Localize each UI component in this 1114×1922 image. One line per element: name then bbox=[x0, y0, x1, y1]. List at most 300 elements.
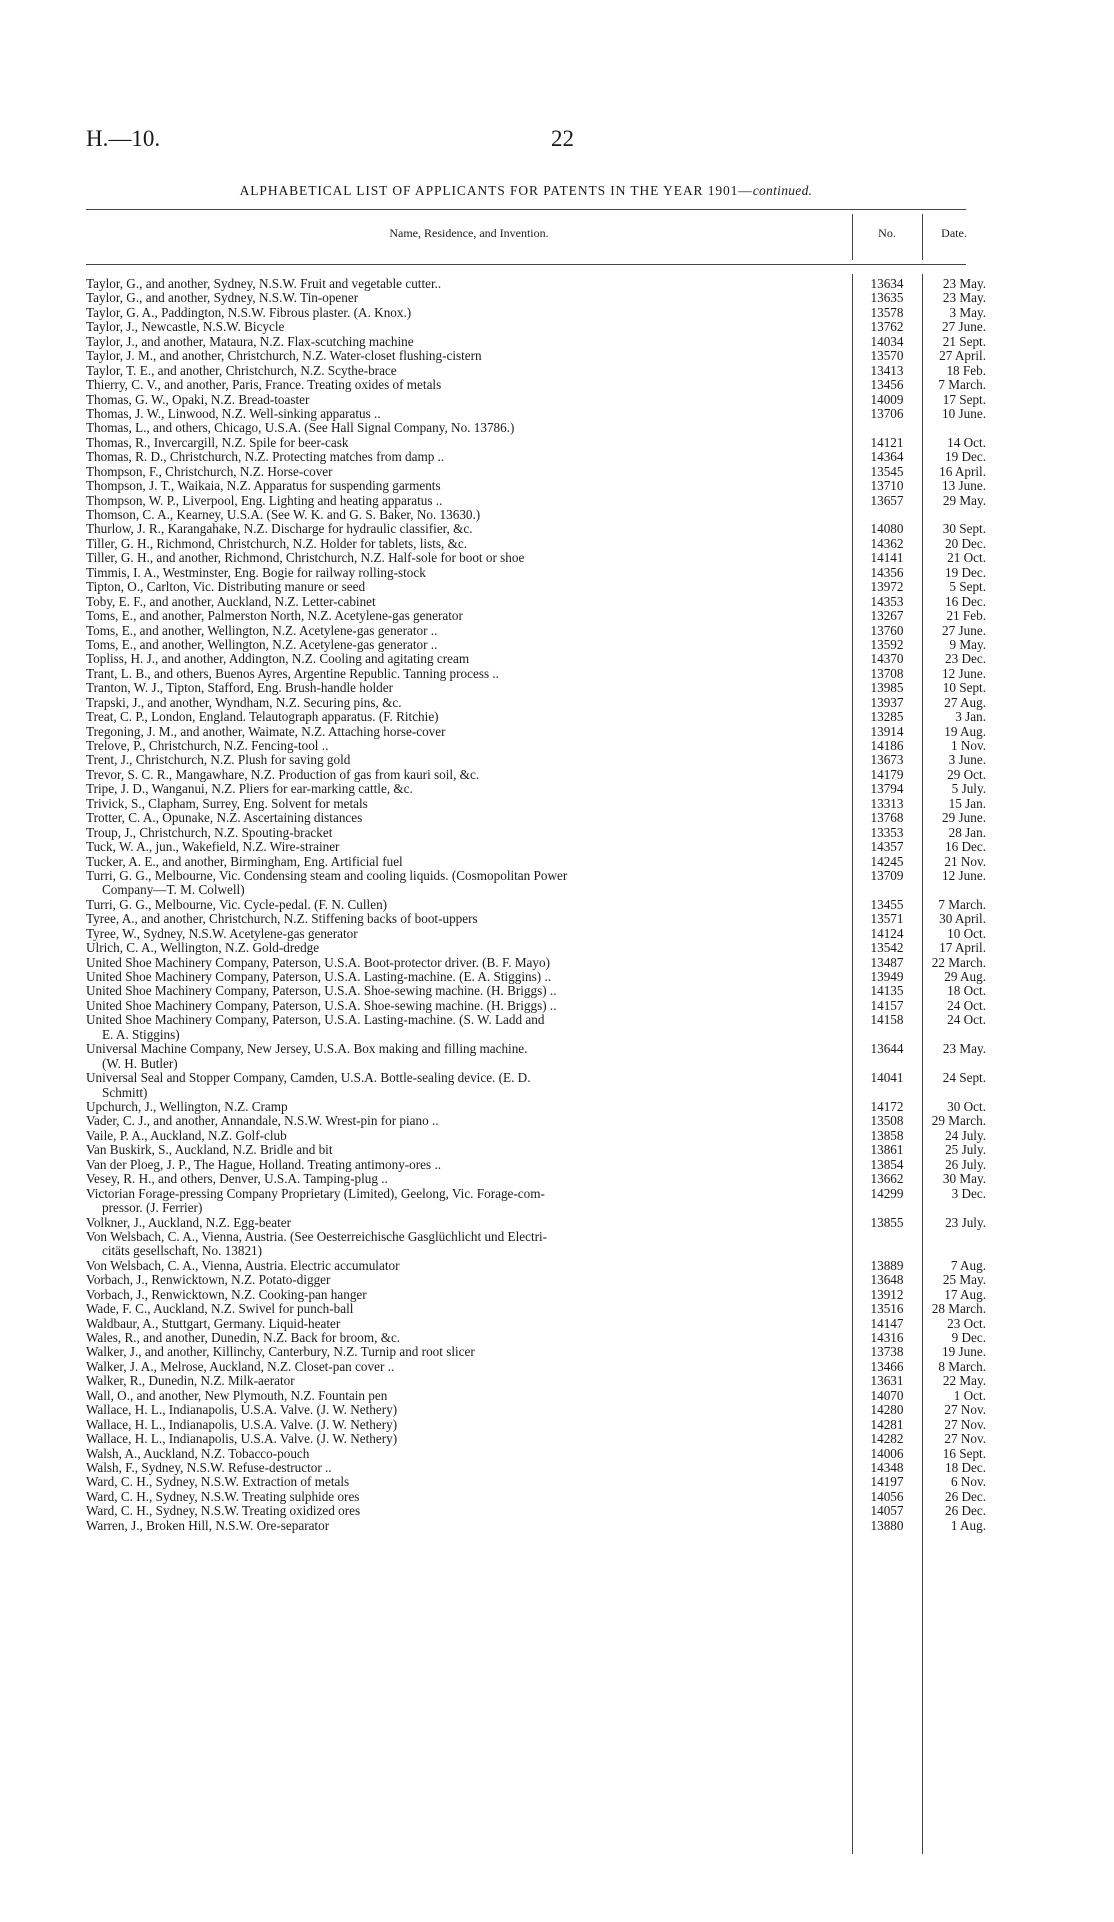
patent-number: 14034 bbox=[870, 333, 904, 349]
patent-number: 13313 bbox=[870, 795, 904, 811]
applicant-entry bbox=[86, 1158, 826, 1172]
applicant-text: Topliss, H. J., and another, Addington, N.Z. Cooling and agitating cream bbox=[86, 651, 470, 667]
application-date: 30 Sept. bbox=[942, 521, 986, 537]
application-date: 30 May. bbox=[942, 1171, 986, 1187]
applicant-text: Trent, J., Christchurch, N.Z. Plush for saving gold bbox=[86, 752, 351, 768]
applicant-text: Taylor, G., and another, Sydney, N.S.W. Fruit and vegetable cutter.. bbox=[86, 276, 442, 291]
applicant-entry bbox=[86, 277, 826, 291]
applicant-entry bbox=[86, 421, 826, 435]
list-title-main: ALPHABETICAL LIST OF APPLICANTS FOR PATENTS IN THE YEAR 1901— bbox=[239, 183, 753, 198]
patent-number: 14041 bbox=[870, 1070, 904, 1086]
applicant-text: Universal Seal and Stopper Company, Camden, U.S.A. Bottle-sealing device. (E. D. bbox=[86, 1070, 531, 1086]
application-date: 27 Nov. bbox=[944, 1402, 986, 1418]
patent-number: 14281 bbox=[870, 1416, 904, 1432]
application-date: 30 Oct. bbox=[947, 1099, 986, 1114]
table-row bbox=[86, 1214, 986, 1230]
application-date: 16 Dec. bbox=[944, 593, 986, 609]
applicant-text: Taylor, G. A., Paddington, N.S.W. Fibrous plaster. (A. Knox.) bbox=[86, 304, 412, 320]
applicant-text: Walsh, A., Auckland, N.Z. Tobacco-pouch bbox=[86, 1445, 310, 1461]
applicant-entry bbox=[86, 826, 826, 840]
applicant-entry bbox=[86, 652, 826, 666]
applicant-entry bbox=[86, 956, 826, 970]
applicant-text: Trapski, J., and another, Wyndham, N.Z. Securing pins, &c. bbox=[86, 694, 402, 710]
applicant-entry bbox=[86, 465, 826, 479]
table-row bbox=[86, 795, 986, 811]
applicant-entry bbox=[86, 450, 826, 464]
applicant-entry bbox=[86, 999, 826, 1013]
applicant-text: Upchurch, J., Wellington, N.Z. Cramp bbox=[86, 1099, 288, 1114]
applicant-entry bbox=[86, 1100, 826, 1114]
applicant-entry bbox=[86, 349, 826, 363]
application-date: 17 April. bbox=[939, 940, 986, 956]
application-date: 3 June. bbox=[948, 752, 986, 768]
table-row bbox=[86, 1113, 986, 1129]
table-row bbox=[86, 1041, 986, 1071]
patent-number: 13635 bbox=[870, 290, 904, 306]
applicant-text: United Shoe Machinery Company, Paterson, U.S.A. Shoe-sewing machine. (H. Briggs) .. bbox=[86, 997, 557, 1013]
table-row bbox=[86, 1286, 986, 1302]
applicant-entry bbox=[86, 912, 826, 926]
patent-number: 14080 bbox=[870, 521, 904, 537]
application-date: 9 May. bbox=[949, 636, 986, 652]
applicant-entry bbox=[86, 840, 826, 854]
application-date: 20 Dec. bbox=[944, 535, 986, 551]
table-row bbox=[86, 1142, 986, 1158]
patent-number: 14141 bbox=[870, 550, 904, 566]
table-row bbox=[86, 636, 986, 652]
patent-number: 14009 bbox=[870, 391, 904, 407]
applicant-text: Trotter, C. A., Opunake, N.Z. Ascertaining distances bbox=[86, 810, 363, 826]
application-date: 28 March. bbox=[931, 1301, 986, 1317]
applicant-text: Wallace, H. L., Indianapolis, U.S.A. Valve. (J. W. Nethery) bbox=[86, 1431, 398, 1447]
table-row bbox=[86, 405, 986, 421]
application-date: 25 May. bbox=[942, 1272, 986, 1288]
applicant-text: Thierry, C. V., and another, Paris, France. Treating oxides of metals bbox=[86, 377, 442, 393]
table-row bbox=[86, 1171, 986, 1187]
applicant-entry bbox=[86, 768, 826, 782]
applicant-text: Wallace, H. L., Indianapolis, U.S.A. Valve. (J. W. Nethery) bbox=[86, 1416, 398, 1432]
application-date: 7 March. bbox=[938, 377, 986, 393]
patent-number: 13578 bbox=[870, 304, 904, 320]
application-date: 12 June. bbox=[942, 665, 986, 681]
applicant-text-continued: Schmitt) bbox=[102, 1084, 148, 1100]
applicant-entry bbox=[86, 1187, 826, 1216]
patent-number: 13267 bbox=[870, 608, 904, 624]
applicant-list bbox=[86, 276, 986, 1533]
applicant-text: United Shoe Machinery Company, Paterson, U.S.A. Shoe-sewing machine. (H. Briggs) .. bbox=[86, 983, 557, 999]
application-date: 14 Oct. bbox=[947, 434, 986, 450]
applicant-text: Tiller, G. H., Richmond, Christchurch, N.Z. Holder for tablets, lists, &c. bbox=[86, 535, 468, 551]
applicant-entry bbox=[86, 364, 826, 378]
application-date: 23 Oct. bbox=[947, 1315, 986, 1331]
applicant-text: Taylor, J., and another, Mataura, N.Z. Flax-scutching machine bbox=[86, 333, 414, 349]
application-date: 16 April. bbox=[939, 463, 986, 479]
patent-number: 13972 bbox=[870, 579, 904, 595]
table-row bbox=[86, 1517, 986, 1533]
applicant-text: Ward, C. H., Sydney, N.S.W. Treating oxidized ores bbox=[86, 1503, 361, 1519]
table-row bbox=[86, 665, 986, 681]
application-date: 21 Nov. bbox=[944, 853, 986, 869]
applicant-entry bbox=[86, 1403, 826, 1417]
applicant-text: Turri, G. G., Melbourne, Vic. Condensing steam and cooling liquids. (Cosmopolitan Power bbox=[86, 867, 568, 883]
table-row bbox=[86, 997, 986, 1013]
table-row bbox=[86, 377, 986, 393]
applicant-entry bbox=[86, 1345, 826, 1359]
patent-number: 14157 bbox=[870, 997, 904, 1013]
patent-number: 14282 bbox=[870, 1431, 904, 1447]
applicant-text: Taylor, J. M., and another, Christchurch, N.Z. Water-closet flushing-cistern bbox=[86, 348, 482, 364]
table-row bbox=[86, 421, 966, 435]
applicant-entry bbox=[86, 710, 826, 724]
table-row bbox=[86, 940, 986, 956]
application-date: 23 Dec. bbox=[944, 651, 986, 667]
table-row bbox=[86, 564, 986, 580]
patent-number: 13516 bbox=[870, 1301, 904, 1317]
patent-number: 14147 bbox=[870, 1315, 904, 1331]
application-date: 19 June. bbox=[942, 1344, 986, 1360]
table-row bbox=[86, 535, 986, 551]
applicant-text: Tyree, A., and another, Christchurch, N.Z. Stiffening backs of boot-uppers bbox=[86, 911, 478, 927]
table-row bbox=[86, 969, 986, 985]
patent-number: 13762 bbox=[870, 319, 904, 335]
table-row bbox=[86, 723, 986, 739]
applicant-entry bbox=[86, 667, 826, 681]
table-row bbox=[86, 651, 986, 667]
patent-number: 13353 bbox=[870, 824, 904, 840]
column-header-date: Date. bbox=[941, 226, 967, 240]
patent-number: 13570 bbox=[870, 348, 904, 364]
patent-number: 13542 bbox=[870, 940, 904, 956]
patent-number: 13710 bbox=[870, 478, 904, 494]
applicant-entry bbox=[86, 638, 826, 652]
patent-number: 14197 bbox=[870, 1474, 904, 1490]
applicant-entry bbox=[86, 1447, 826, 1461]
applicant-entry bbox=[86, 984, 826, 998]
table-row bbox=[86, 954, 986, 970]
applicant-text: Timmis, I. A., Westminster, Eng. Bogie for railway rolling-stock bbox=[86, 564, 426, 580]
application-date: 24 Oct. bbox=[947, 997, 986, 1013]
application-date: 24 July. bbox=[945, 1127, 986, 1143]
patent-number: 14356 bbox=[870, 564, 904, 580]
applicant-text: Ward, C. H., Sydney, N.S.W. Extraction of metals bbox=[86, 1474, 350, 1490]
applicant-entry bbox=[86, 1389, 826, 1403]
patent-number: 14070 bbox=[870, 1387, 904, 1403]
application-date: 9 Dec. bbox=[951, 1330, 986, 1346]
applicant-text: Thomas, L., and others, Chicago, U.S.A. (See Hall Signal Company, No. 13786.) bbox=[86, 420, 515, 436]
table-row bbox=[86, 1070, 986, 1100]
table-row bbox=[86, 333, 986, 349]
table-row bbox=[86, 1185, 986, 1216]
applicant-entry bbox=[86, 1317, 826, 1331]
applicant-text: Tiller, G. H., and another, Richmond, Christchurch, N.Z. Half-sole for boot or shoe bbox=[86, 550, 525, 566]
applicant-entry bbox=[86, 1374, 826, 1388]
applicant-entry bbox=[86, 1216, 826, 1230]
patent-number: 13644 bbox=[870, 1041, 904, 1057]
application-date: 25 July. bbox=[945, 1142, 986, 1158]
application-date: 23 May. bbox=[942, 276, 986, 291]
patent-number: 13949 bbox=[870, 969, 904, 985]
applicant-entry bbox=[86, 941, 826, 955]
applicant-text: Tripe, J. D., Wanganui, N.Z. Pliers for ear-marking cattle, &c. bbox=[86, 781, 413, 797]
patent-number: 14006 bbox=[870, 1445, 904, 1461]
patent-number: 13508 bbox=[870, 1113, 904, 1129]
patent-number: 13456 bbox=[870, 377, 904, 393]
patent-number: 13768 bbox=[870, 810, 904, 826]
table-row bbox=[86, 680, 986, 696]
patent-number: 14280 bbox=[870, 1402, 904, 1418]
application-date: 3 May. bbox=[949, 304, 986, 320]
applicant-text: Thompson, J. T., Waikaia, N.Z. Apparatus for suspending garments bbox=[86, 478, 441, 494]
table-row bbox=[86, 896, 986, 912]
applicant-entry bbox=[86, 537, 826, 551]
applicant-text: Tranton, W. J., Tipton, Stafford, Eng. Brush-handle holder bbox=[86, 680, 393, 696]
applicant-entry bbox=[86, 1418, 826, 1432]
applicant-text: Thomas, J. W., Linwood, N.Z. Well-sinking apparatus .. bbox=[86, 405, 381, 421]
table-row bbox=[86, 1474, 986, 1490]
patent-number: 13889 bbox=[870, 1257, 904, 1273]
application-date: 19 Dec. bbox=[944, 564, 986, 580]
applicant-entry bbox=[86, 1461, 826, 1475]
application-date: 23 May. bbox=[942, 290, 986, 306]
application-date: 16 Dec. bbox=[944, 839, 986, 855]
table-row bbox=[86, 1127, 986, 1143]
table-row bbox=[86, 521, 986, 537]
applicant-text: Vorbach, J., Renwicktown, N.Z. Cooking-pan hanger bbox=[86, 1286, 367, 1302]
table-row bbox=[86, 1257, 986, 1273]
table-row bbox=[86, 1315, 986, 1331]
application-date: 27 Nov. bbox=[944, 1431, 986, 1447]
application-date: 1 Oct. bbox=[953, 1387, 986, 1403]
application-date: 19 Dec. bbox=[944, 449, 986, 465]
table-row bbox=[86, 839, 986, 855]
application-date: 10 Oct. bbox=[947, 925, 986, 941]
applicant-text-continued: citäts gesellschaft, No. 13821) bbox=[102, 1243, 263, 1259]
table-row bbox=[86, 276, 986, 291]
table-row bbox=[86, 478, 986, 494]
patent-number: 14364 bbox=[870, 449, 904, 465]
table-row bbox=[86, 983, 986, 999]
applicant-text: Thompson, F., Christchurch, N.Z. Horse-cover bbox=[86, 463, 333, 479]
application-date: 21 Sept. bbox=[942, 333, 986, 349]
table-row bbox=[86, 508, 966, 522]
table-row bbox=[86, 304, 986, 320]
patent-number: 14299 bbox=[870, 1185, 904, 1201]
patent-number: 14179 bbox=[870, 766, 904, 782]
applicant-text: Turri, G. G., Melbourne, Vic. Cycle-pedal. (F. N. Cullen) bbox=[86, 896, 388, 912]
applicant-text: Trevor, S. C. R., Mangawhare, N.Z. Production of gas from kauri soil, &c. bbox=[86, 766, 480, 782]
applicant-entry bbox=[86, 782, 826, 796]
applicant-entry bbox=[86, 1288, 826, 1302]
application-date: 19 Aug. bbox=[944, 723, 986, 739]
table-row bbox=[86, 1272, 986, 1288]
patent-number: 13673 bbox=[870, 752, 904, 768]
application-date: 5 July. bbox=[951, 781, 986, 797]
table-row bbox=[86, 1373, 986, 1389]
applicant-entry bbox=[86, 378, 826, 392]
application-date: 27 June. bbox=[942, 622, 986, 638]
patent-number: 14362 bbox=[870, 535, 904, 551]
patent-number: 13760 bbox=[870, 622, 904, 638]
patent-number: 13662 bbox=[870, 1171, 904, 1187]
table-row bbox=[86, 766, 986, 782]
patent-number: 13914 bbox=[870, 723, 904, 739]
table-row bbox=[86, 781, 986, 797]
applicant-text: Ward, C. H., Sydney, N.S.W. Treating sulphide ores bbox=[86, 1488, 360, 1504]
application-date: 23 May. bbox=[942, 1041, 986, 1057]
application-date: 29 Oct. bbox=[947, 766, 986, 782]
table-row bbox=[86, 593, 986, 609]
applicant-entry bbox=[86, 566, 826, 580]
applicant-text: Trelove, P., Christchurch, N.Z. Fencing-tool .. bbox=[86, 738, 329, 753]
application-date: 24 Sept. bbox=[942, 1070, 986, 1086]
applicant-entry bbox=[86, 1071, 826, 1100]
patent-number: 13631 bbox=[870, 1373, 904, 1389]
table-row bbox=[86, 709, 986, 725]
applicant-text-continued: pressor. (J. Ferrier) bbox=[102, 1200, 203, 1216]
patent-number: 13855 bbox=[870, 1214, 904, 1230]
patent-number: 14316 bbox=[870, 1330, 904, 1346]
table-row bbox=[86, 867, 986, 898]
application-date: 12 June. bbox=[942, 867, 986, 883]
applicant-text: United Shoe Machinery Company, Paterson, U.S.A. Lasting-machine. (E. A. Stiggins) .. bbox=[86, 969, 552, 985]
applicant-text: Vorbach, J., Renwicktown, N.Z. Potato-digger bbox=[86, 1272, 331, 1288]
patent-number: 13657 bbox=[870, 492, 904, 508]
application-date: 7 Aug. bbox=[950, 1257, 986, 1273]
applicant-entry bbox=[86, 1519, 826, 1533]
applicant-entry bbox=[86, 1302, 826, 1316]
table-row bbox=[86, 608, 986, 624]
patent-number: 14370 bbox=[870, 651, 904, 667]
applicant-text: Vaile, P. A., Auckland, N.Z. Golf-club bbox=[86, 1127, 287, 1143]
table-row bbox=[86, 1503, 986, 1519]
applicant-text: Trant, L. B., and others, Buenos Ayres, Argentine Republic. Tanning process .. bbox=[86, 665, 499, 681]
applicant-text: United Shoe Machinery Company, Paterson, U.S.A. Boot-protector driver. (B. F. Mayo) bbox=[86, 954, 550, 970]
patent-number: 14056 bbox=[870, 1488, 904, 1504]
applicant-entry bbox=[86, 1273, 826, 1287]
applicant-text: Thurlow, J. R., Karangahake, N.Z. Discharge for hydraulic classifier, &c. bbox=[86, 521, 473, 537]
table-row bbox=[86, 1402, 986, 1418]
applicant-text: Volkner, J., Auckland, N.Z. Egg-beater bbox=[86, 1214, 292, 1230]
table-row bbox=[86, 492, 986, 508]
applicant-entry bbox=[86, 797, 826, 811]
applicant-entry bbox=[86, 1114, 826, 1128]
applicant-text: Waldbaur, A., Stuttgart, Germany. Liquid-heater bbox=[86, 1315, 341, 1331]
table-row bbox=[86, 391, 986, 407]
patent-number: 14158 bbox=[870, 1012, 904, 1028]
applicant-text-continued: (W. H. Butler) bbox=[102, 1055, 178, 1071]
applicant-entry bbox=[86, 320, 826, 334]
applicant-text: Thomas, R. D., Christchurch, N.Z. Protecting matches from damp .. bbox=[86, 449, 445, 465]
table-row bbox=[86, 810, 986, 826]
patent-number: 13709 bbox=[870, 867, 904, 883]
patent-number: 13571 bbox=[870, 911, 904, 927]
applicant-text-continued: E. A. Stiggins) bbox=[102, 1026, 180, 1042]
table-row bbox=[86, 622, 986, 638]
application-date: 29 Aug. bbox=[944, 969, 986, 985]
patent-number: 13487 bbox=[870, 954, 904, 970]
patent-number: 13466 bbox=[870, 1358, 904, 1374]
application-date: 27 April. bbox=[939, 348, 986, 364]
document-code: H.—10. bbox=[86, 126, 161, 151]
applicant-entry bbox=[86, 970, 826, 984]
applicant-entry bbox=[86, 753, 826, 767]
applicant-entry bbox=[86, 393, 826, 407]
patent-number: 14172 bbox=[870, 1099, 904, 1114]
applicant-text: Vesey, R. H., and others, Denver, U.S.A. Tamping-plug .. bbox=[86, 1171, 388, 1187]
applicant-text: Toms, E., and another, Wellington, N.Z. Acetylene-gas generator .. bbox=[86, 636, 438, 652]
applicant-entry bbox=[86, 1230, 826, 1259]
table-row bbox=[86, 1012, 986, 1042]
applicant-entry bbox=[86, 580, 826, 594]
table-row bbox=[86, 1230, 966, 1259]
table-row bbox=[86, 1301, 986, 1317]
applicant-text: Toby, E. F., and another, Auckland, N.Z. Letter-cabinet bbox=[86, 593, 376, 609]
applicant-text: Von Welsbach, C. A., Vienna, Austria. Electric accumulator bbox=[86, 1257, 400, 1273]
patent-number: 14245 bbox=[870, 853, 904, 869]
applicant-text: Universal Machine Company, New Jersey, U.S.A. Box making and filling machine. bbox=[86, 1041, 528, 1057]
application-date: 1 Nov. bbox=[950, 738, 986, 753]
application-date: 5 Sept. bbox=[949, 579, 986, 595]
patent-number: 14357 bbox=[870, 839, 904, 855]
applicant-text: Toms, E., and another, Wellington, N.Z. Acetylene-gas generator .. bbox=[86, 622, 438, 638]
application-date: 16 Sept. bbox=[942, 1445, 986, 1461]
patent-number: 13634 bbox=[870, 276, 904, 291]
applicant-text: Wall, O., and another, New Plymouth, N.Z. Fountain pen bbox=[86, 1387, 388, 1403]
application-date: 18 Dec. bbox=[944, 1459, 986, 1475]
applicant-text: Trivick, S., Clapham, Surrey, Eng. Solvent for metals bbox=[86, 795, 368, 811]
applicant-text: Thompson, W. P., Liverpool, Eng. Lighting and heating apparatus .. bbox=[86, 492, 443, 508]
applicant-text: Wallace, H. L., Indianapolis, U.S.A. Valve. (J. W. Nethery) bbox=[86, 1402, 398, 1418]
application-date: 26 Dec. bbox=[944, 1488, 986, 1504]
applicant-entry bbox=[86, 1360, 826, 1374]
applicant-entry bbox=[86, 1504, 826, 1518]
patent-number: 13545 bbox=[870, 463, 904, 479]
table-row bbox=[86, 449, 986, 465]
patent-number: 14057 bbox=[870, 1503, 904, 1519]
applicant-entry bbox=[86, 609, 826, 623]
application-date: 17 Sept. bbox=[942, 391, 986, 407]
application-date: 29 March. bbox=[931, 1113, 986, 1129]
application-date: 26 Dec. bbox=[944, 1503, 986, 1519]
application-date: 26 July. bbox=[945, 1156, 986, 1172]
application-date: 17 Aug. bbox=[944, 1286, 986, 1302]
application-date: 23 July. bbox=[945, 1214, 986, 1230]
patent-number: 13937 bbox=[870, 694, 904, 710]
applicant-entry bbox=[86, 551, 826, 565]
table-row bbox=[86, 694, 986, 710]
applicant-text: Warren, J., Broken Hill, N.S.W. Ore-separator bbox=[86, 1517, 330, 1533]
applicant-entry bbox=[86, 1042, 826, 1071]
applicant-text: Taylor, T. E., and another, Christchurch, N.Z. Scythe-brace bbox=[86, 362, 397, 378]
application-date: 21 Feb. bbox=[946, 608, 986, 624]
table-row bbox=[86, 911, 986, 927]
applicant-text: Thomas, R., Invercargill, N.Z. Spile for beer-cask bbox=[86, 434, 349, 450]
applicant-text: Tucker, A. E., and another, Birmingham, Eng. Artificial fuel bbox=[86, 853, 403, 869]
patent-number: 13285 bbox=[870, 709, 904, 725]
applicant-entry bbox=[86, 1013, 826, 1042]
applicant-entry bbox=[86, 494, 826, 508]
column-header-no: No. bbox=[878, 226, 896, 240]
table-row bbox=[86, 434, 986, 450]
applicant-entry bbox=[86, 306, 826, 320]
applicant-entry bbox=[86, 479, 826, 493]
applicant-text: Walker, R., Dunedin, N.Z. Milk-aerator bbox=[86, 1373, 295, 1389]
application-date: 18 Feb. bbox=[946, 362, 986, 378]
application-date: 22 March. bbox=[931, 954, 986, 970]
applicant-text: Tyree, W., Sydney, N.S.W. Acetylene-gas generator bbox=[86, 925, 358, 941]
applicant-entry bbox=[86, 624, 826, 638]
application-date: 29 June. bbox=[942, 810, 986, 826]
